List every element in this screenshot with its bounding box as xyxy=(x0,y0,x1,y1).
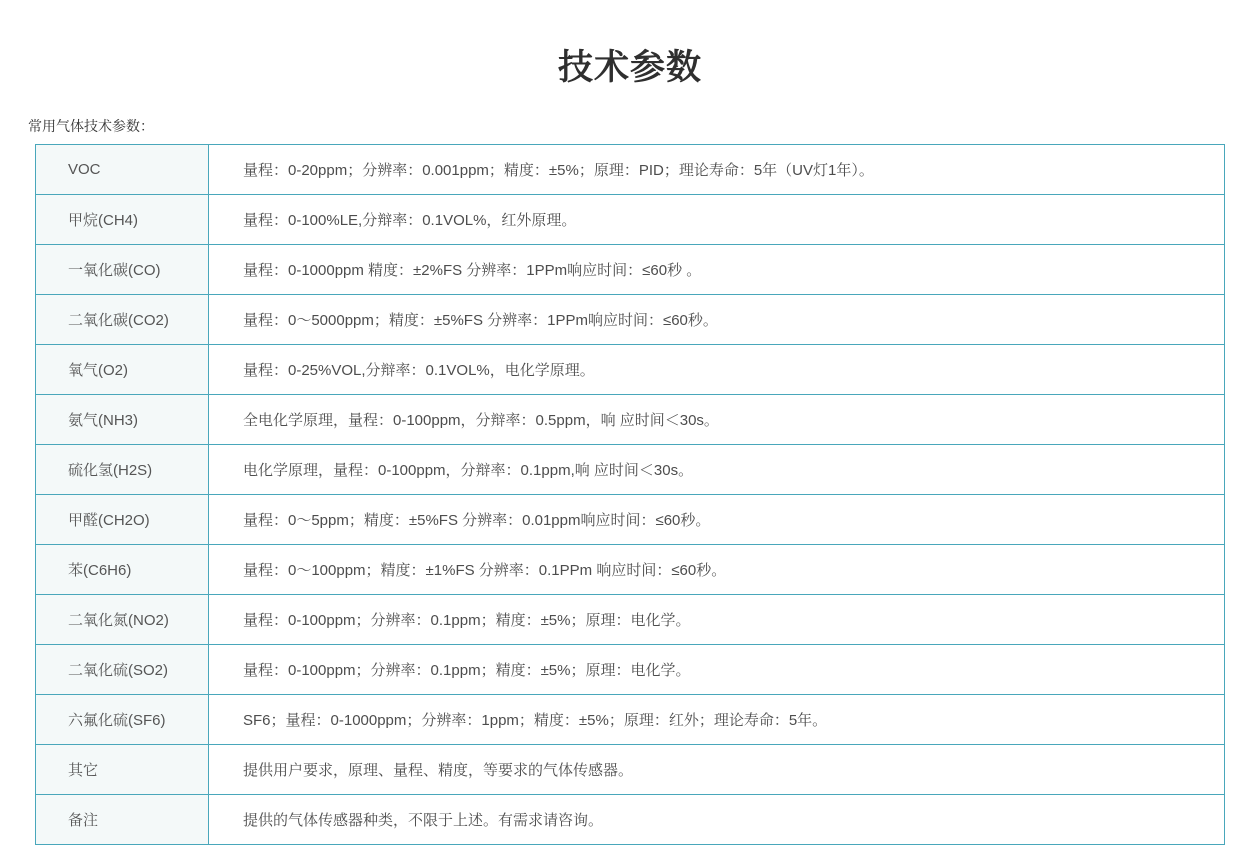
gas-spec-cell: 量程：0-100ppm；分辨率：0.1ppm；精度：±5%；原理：电化学。 xyxy=(209,595,1225,645)
gas-spec-cell: 电化学原理，量程：0-100ppm，分辩率：0.1ppm,响 应时间＜30s。 xyxy=(209,445,1225,495)
gas-name-cell: 硫化氢(H2S) xyxy=(36,445,209,495)
page-title: 技术参数 xyxy=(557,48,702,87)
table-caption: 常用气体技术参数： xyxy=(28,118,154,134)
gas-spec-cell: 量程：0-100ppm；分辨率：0.1ppm；精度：±5%；原理：电化学。 xyxy=(209,645,1225,695)
table-row xyxy=(36,145,1225,195)
gas-name-cell: 氨气(NH3) xyxy=(36,395,209,445)
table-row xyxy=(36,495,1225,545)
gas-spec-cell: 量程：0～5000ppm；精度：±5%FS 分辨率：1PPm响应时间：≤60秒。 xyxy=(209,295,1225,345)
gas-name-cell: 二氧化硫(SO2) xyxy=(36,645,209,695)
gas-spec-cell: 量程：0-1000ppm 精度：±2%FS 分辨率：1PPm响应时间：≤60秒 。 xyxy=(209,245,1225,295)
table-row xyxy=(36,795,1225,845)
gas-name-cell: 氧气(O2) xyxy=(36,345,209,395)
table-row xyxy=(36,645,1225,695)
table-row xyxy=(36,345,1225,395)
table-row xyxy=(36,195,1225,245)
table-row xyxy=(36,295,1225,345)
table-row xyxy=(36,245,1225,295)
gas-spec-cell: 量程：0-100%LE,分辩率：0.1VOL%，红外原理。 xyxy=(209,195,1225,245)
table-row xyxy=(36,545,1225,595)
gas-spec-cell: 量程：0-25%VOL,分辩率：0.1VOL%，电化学原理。 xyxy=(209,345,1225,395)
spec-table-body xyxy=(36,145,1225,845)
gas-spec-cell: 量程：0-20ppm；分辨率：0.001ppm；精度：±5%；原理：PID；理论寿命：5年（UV灯1年）。 xyxy=(209,145,1225,195)
gas-name-cell: 苯(C6H6) xyxy=(36,545,209,595)
table-row xyxy=(36,745,1225,795)
gas-spec-cell: 量程：0～100ppm；精度：±1%FS 分辨率：0.1PPm 响应时间：≤60秒。 xyxy=(209,545,1225,595)
gas-name-cell: 六氟化硫(SF6) xyxy=(36,695,209,745)
gas-spec-cell: 全电化学原理，量程：0-100ppm，分辩率：0.5ppm，响 应时间＜30s。 xyxy=(209,395,1225,445)
gas-name-cell: 一氧化碳(CO) xyxy=(36,245,209,295)
table-row xyxy=(36,695,1225,745)
gas-spec-table xyxy=(35,144,1225,845)
table-row xyxy=(36,395,1225,445)
gas-spec-cell: 量程：0～5ppm；精度：±5%FS 分辨率：0.01ppm响应时间：≤60秒。 xyxy=(209,495,1225,545)
table-row xyxy=(36,445,1225,495)
gas-name-cell: 甲烷(CH4) xyxy=(36,195,209,245)
gas-spec-cell: SF6；量程：0-1000ppm；分辨率：1ppm；精度：±5%；原理：红外；理论寿命：5年。 xyxy=(209,695,1225,745)
gas-name-cell: VOC xyxy=(36,145,209,195)
table-row xyxy=(36,595,1225,645)
gas-spec-cell: 提供用户要求，原理、量程、精度，等要求的气体传感器。 xyxy=(209,745,1225,795)
gas-name-cell: 二氧化碳(CO2) xyxy=(36,295,209,345)
gas-name-cell: 备注 xyxy=(36,795,209,845)
gas-name-cell: 其它 xyxy=(36,745,209,795)
gas-spec-cell: 提供的气体传感器种类，不限于上述。有需求请咨询。 xyxy=(209,795,1225,845)
gas-name-cell: 二氧化氮(NO2) xyxy=(36,595,209,645)
gas-name-cell: 甲醛(CH2O) xyxy=(36,495,209,545)
